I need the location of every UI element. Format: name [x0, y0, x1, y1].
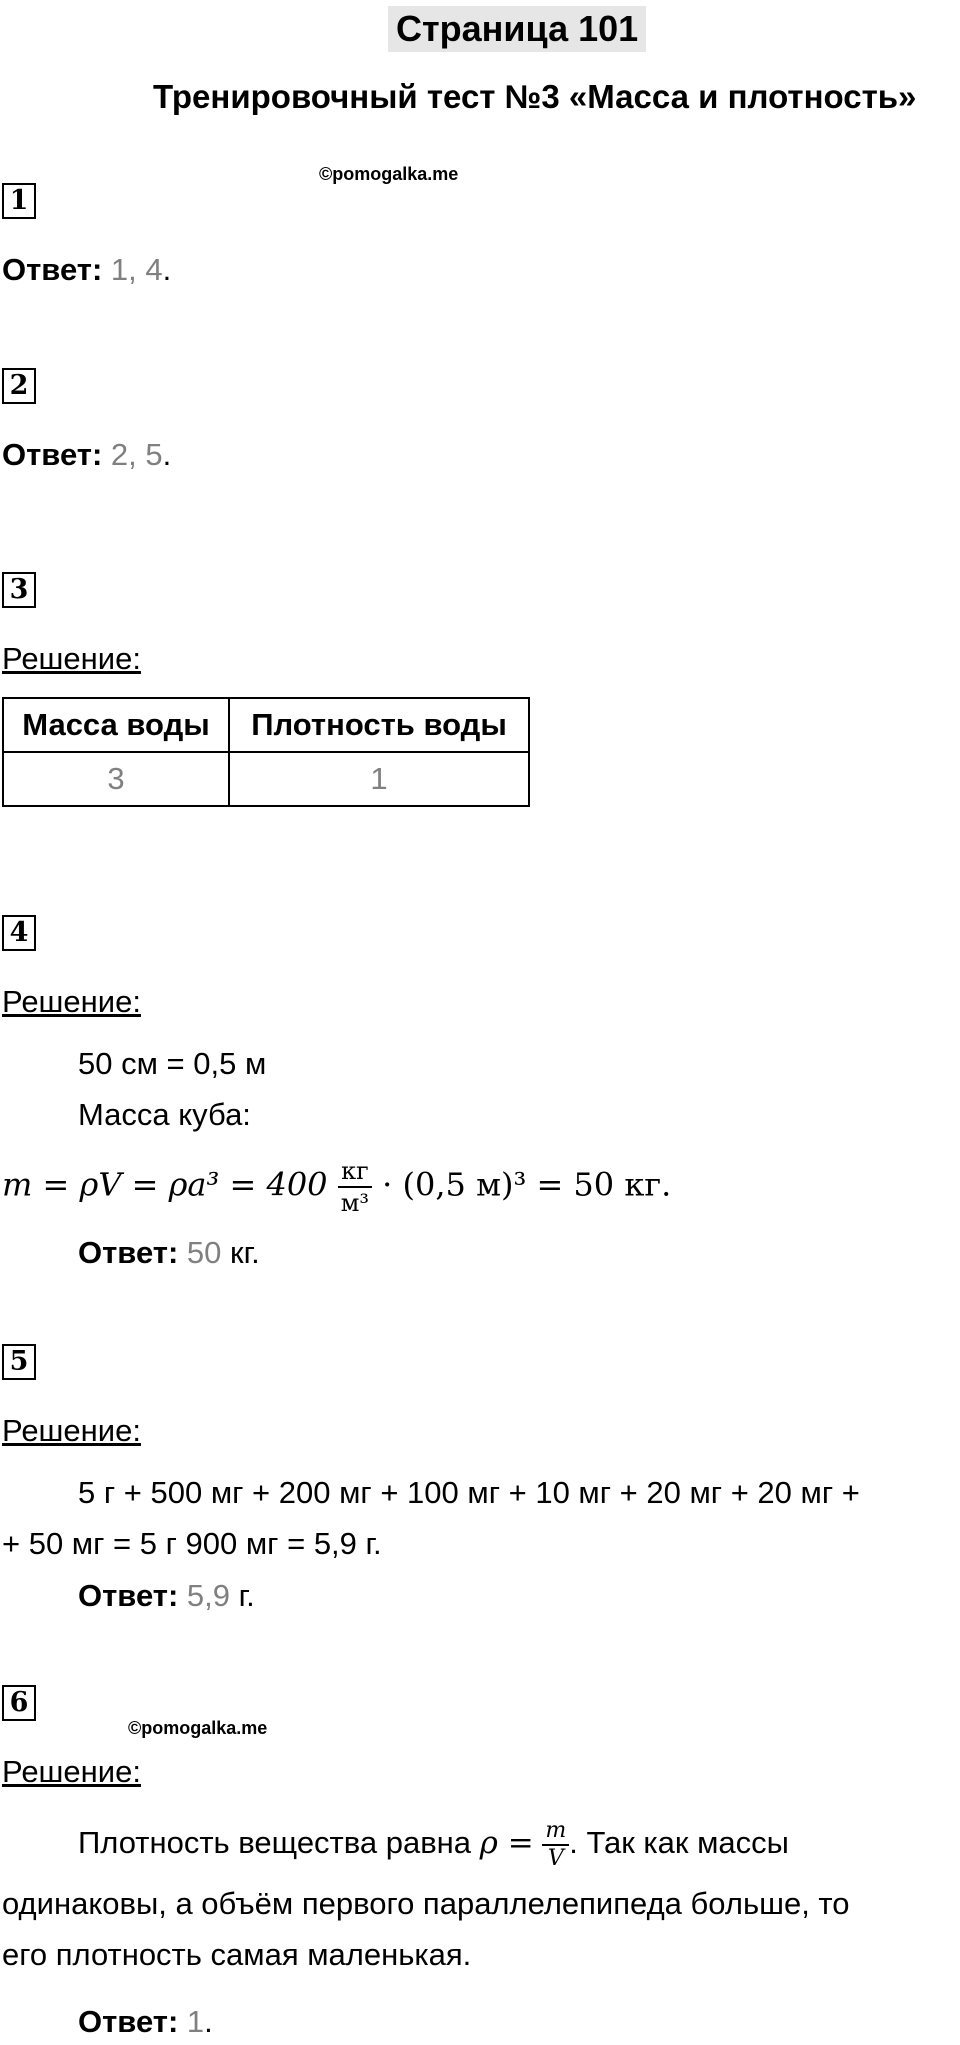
answer-unit: г.: [230, 1578, 255, 1613]
answer-unit: кг.: [221, 1235, 260, 1270]
question-number-5: 5: [2, 1344, 36, 1380]
table-header-row: [3, 698, 529, 752]
answer-value: 1: [186, 2004, 205, 2039]
density-fraction: [542, 1818, 569, 1872]
fraction-denominator: м³: [340, 1189, 369, 1217]
question-number-6: 6: [2, 1685, 36, 1721]
watermark-top: ©pomogalka.me: [319, 164, 459, 184]
page-title: Страница 101: [388, 6, 646, 52]
answer-5: [78, 1573, 255, 1619]
answer-end: .: [162, 252, 172, 287]
density-line-2: одинаковы, а объём первого параллелепипеда больше, то: [2, 1886, 850, 1921]
answer-value: 5,9: [186, 1578, 231, 1613]
density-line-3: его плотность самая маленькая.: [2, 1937, 472, 1972]
question-number-2: 2: [2, 368, 36, 404]
answer-label: Ответ:: [78, 1578, 179, 1613]
density-line-1: [78, 1817, 789, 1872]
watermark-bottom: ©pomogalka.me: [128, 1718, 268, 1738]
table-row: [3, 752, 529, 806]
answer-label: Ответ:: [78, 1235, 179, 1270]
answer-value: 50: [186, 1235, 222, 1270]
fraction-denominator: V: [547, 1845, 564, 1871]
density-text-end: . Так как массы: [569, 1825, 789, 1860]
solution-label-6: Решение:: [2, 1754, 141, 1789]
table-cell: 3: [3, 752, 229, 806]
question-number-4: 4: [2, 915, 36, 951]
answer-table: [2, 697, 530, 807]
test-title: Тренировочный тест №3 «Масса и плотность»: [153, 78, 917, 115]
answer-6: [78, 1999, 213, 2045]
conversion-line: 50 см = 0,5 м: [78, 1046, 267, 1081]
fraction-numerator: m: [542, 1818, 569, 1846]
cube-mass-label: Масса куба:: [78, 1097, 251, 1132]
answer-value: 2, 5: [110, 437, 163, 472]
answer-2: [2, 432, 171, 478]
table-header-cell: Плотность воды: [229, 698, 529, 752]
mass-formula: [2, 1156, 671, 1218]
answer-label: Ответ:: [2, 252, 103, 287]
unit-fraction: [338, 1156, 372, 1218]
solution-label-4: Решение:: [2, 984, 141, 1019]
answer-end: .: [204, 2004, 213, 2039]
solution-label-3: Решение:: [2, 641, 141, 676]
answer-1: [2, 247, 171, 293]
table-header-cell: Масса воды: [3, 698, 229, 752]
formula-rhs: · (0,5 м)³ = 50 кг.: [382, 1165, 672, 1204]
solution-label-5: Решение:: [2, 1413, 141, 1448]
table-cell: 1: [229, 752, 529, 806]
sum-line-1: 5 г + 500 мг + 200 мг + 100 мг + 10 мг + 20 мг + 20 мг +: [78, 1475, 860, 1510]
answer-4: [78, 1230, 260, 1276]
answer-label: Ответ:: [2, 437, 103, 472]
question-number-1: 1: [2, 183, 36, 219]
question-number-3: 3: [2, 572, 36, 608]
fraction-numerator: кг: [338, 1156, 372, 1188]
formula-lhs: m = ρV = ρa³ = 400: [2, 1165, 328, 1204]
sum-line-2: + 50 мг = 5 г 900 мг = 5,9 г.: [2, 1526, 382, 1561]
density-text: Плотность вещества равна: [78, 1825, 480, 1860]
answer-end: .: [162, 437, 172, 472]
answer-label: Ответ:: [78, 2004, 179, 2039]
answer-value: 1, 4: [110, 252, 163, 287]
density-symbol: ρ =: [479, 1825, 534, 1861]
